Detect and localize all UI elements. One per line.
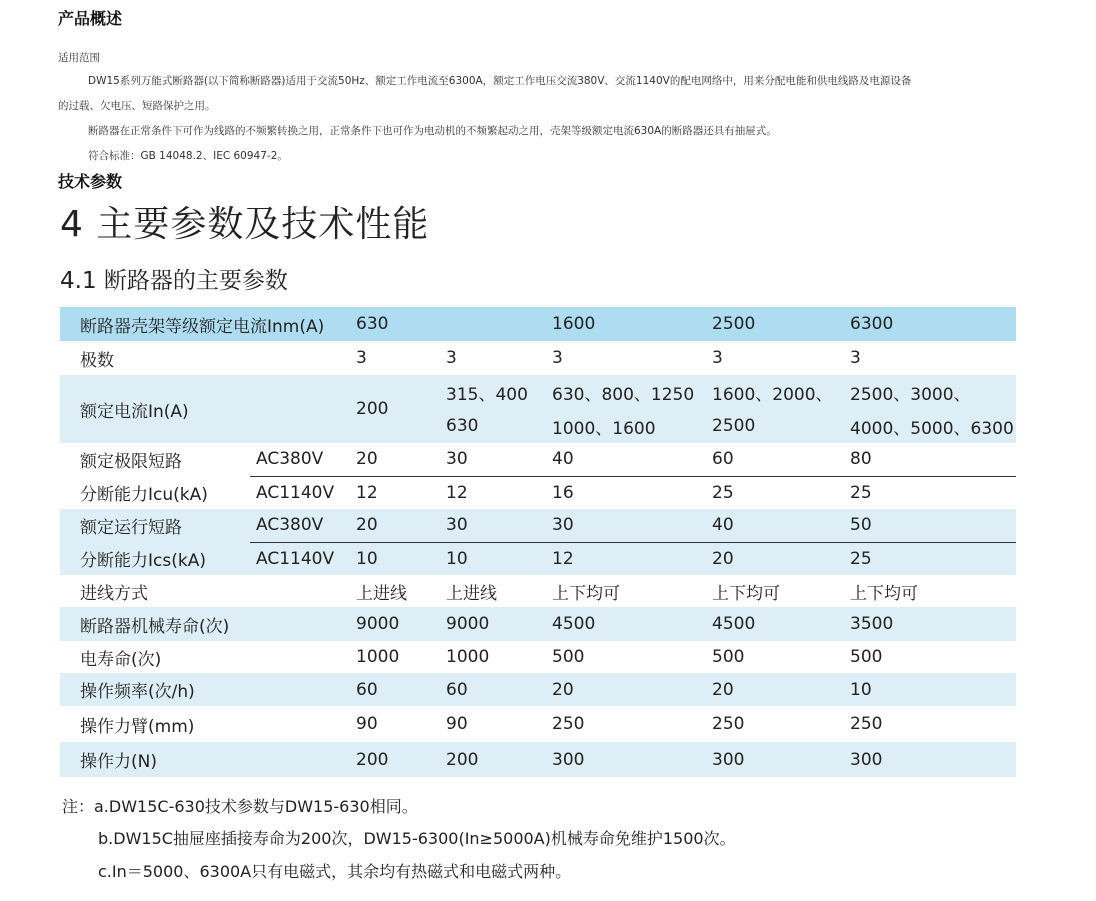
table-cell: 4500 <box>706 607 844 641</box>
op-freq-row <box>60 673 1016 706</box>
mech-life-row <box>60 607 1016 641</box>
table-cell: 3 <box>356 348 367 368</box>
table-cell: 12 <box>356 482 378 503</box>
mech-life-label: 断路器机械寿命(次) <box>60 607 350 641</box>
table-cell: 200 <box>350 742 440 777</box>
table-cell: 20 <box>706 542 844 575</box>
table-cell: 1600、2000、 <box>706 375 844 409</box>
frame-current-label: 断路器壳架等级额定电流Inm(A) <box>60 307 350 341</box>
standards-text: 符合标准：GB 14048.2、IEC 60947-2。 <box>88 150 288 162</box>
table-cell: 12 <box>546 542 706 575</box>
arm-label: 操作力臂(mm) <box>80 716 195 737</box>
table-cell: 1000 <box>446 647 490 667</box>
table-cell: 上下均可 <box>850 583 919 604</box>
wiring-label: 进线方式 <box>80 583 148 604</box>
table-cell: 上进线 <box>446 583 497 604</box>
table-cell: 25 <box>844 542 1016 575</box>
note-a: 注：a.DW15C-630技术参数与DW15-630相同。 <box>62 797 418 816</box>
table-cell: 90 <box>356 714 378 734</box>
arm-row <box>60 706 1016 742</box>
table-cell: 500 <box>552 647 585 667</box>
table-cell: 30 <box>440 443 546 476</box>
table-cell: 200 <box>350 375 440 443</box>
table-cell: 20 <box>350 443 440 476</box>
table-cell: 25 <box>850 482 872 503</box>
voltage-ac380: AC380V <box>250 443 350 476</box>
icu-label-line-2: 分断能力Icu(kA) <box>80 485 208 505</box>
table-cell: 2500 <box>706 409 844 443</box>
voltage-ac1140: AC1140V <box>256 482 335 503</box>
force-label: 操作力(N) <box>60 742 350 777</box>
section-title: 4 主要参数及技术性能 <box>60 204 430 245</box>
rated-current-row <box>60 375 1016 409</box>
table-cell: 4500 <box>546 607 706 641</box>
overview-paragraph-1-line-2: 的过载、欠电压、短路保护之用。 <box>58 100 216 112</box>
table-cell: 20 <box>350 509 440 542</box>
table-cell: 3 <box>712 348 723 368</box>
table-cell: 3 <box>552 348 563 368</box>
rated-current-label: 额定电流In(A) <box>60 375 350 443</box>
table-cell: 90 <box>446 714 468 734</box>
table-cell: 250 <box>850 714 883 734</box>
poles-row <box>60 341 1016 375</box>
table-cell: 3 <box>850 348 861 368</box>
table-cell: 80 <box>844 443 1016 476</box>
ics-label-line-1: 额定运行短路 <box>60 509 250 542</box>
table-cell: 20 <box>706 673 844 706</box>
note-b: b.DW15C抽屉座插接寿命为200次，DW15-6300(In≥5000A)机械寿命免维护1500次。 <box>98 829 736 848</box>
tech-params-heading: 技术参数 <box>58 172 123 191</box>
table-cell: 4000、5000、6300 <box>844 409 1016 443</box>
elec-life-label: 电寿命(次) <box>80 649 162 670</box>
table-cell: 500 <box>712 647 745 667</box>
op-freq-label: 操作频率(次/h) <box>60 673 350 706</box>
frame-6300: 6300 <box>844 307 1016 341</box>
table-cell: 300 <box>844 742 1016 777</box>
icu-row-ac1140 <box>60 476 1016 509</box>
voltage-ac380: AC380V <box>250 509 350 542</box>
table-cell: 3500 <box>844 607 1016 641</box>
icu-label-line-1: 额定极限短路 <box>80 452 182 472</box>
table-cell: 25 <box>712 482 734 503</box>
table-cell: 10 <box>440 542 546 575</box>
voltage-ac1140: AC1140V <box>250 542 350 575</box>
table-cell: 630 <box>440 409 546 443</box>
ics-label-line-2: 分断能力Ics(kA) <box>60 542 250 575</box>
table-cell: 20 <box>546 673 706 706</box>
scope-label: 适用范围 <box>58 52 100 64</box>
icu-row-ac380 <box>60 443 1016 476</box>
table-cell: 500 <box>850 647 883 667</box>
overview-heading: 产品概述 <box>58 9 123 28</box>
table-cell: 16 <box>552 482 574 503</box>
table-cell: 40 <box>546 443 706 476</box>
table-cell: 250 <box>712 714 745 734</box>
table-cell: 10 <box>844 673 1016 706</box>
overview-paragraph-2: 断路器在正常条件下可作为线路的不频繁转换之用，正常条件下也可作为电动机的不频繁起动之用，壳架等级额定电流630A的断路器还具有抽屉式。 <box>88 125 777 137</box>
table-cell: 200 <box>440 742 546 777</box>
ics-row-ac1140 <box>60 542 1016 575</box>
table-cell: 9000 <box>440 607 546 641</box>
table-cell: 60 <box>440 673 546 706</box>
frame-1600: 1600 <box>546 307 706 341</box>
table-cell: 40 <box>706 509 844 542</box>
table-cell: 50 <box>844 509 1016 542</box>
frame-630: 630 <box>350 307 546 341</box>
table-cell: 250 <box>552 714 585 734</box>
table-cell: 9000 <box>350 607 440 641</box>
table-cell: 3 <box>446 348 457 368</box>
frame-2500: 2500 <box>706 307 844 341</box>
force-row <box>60 742 1016 777</box>
table-cell: 30 <box>546 509 706 542</box>
table-cell: 12 <box>446 482 468 503</box>
poles-label: 极数 <box>80 350 114 371</box>
table-cell: 60 <box>350 673 440 706</box>
table-cell: 300 <box>706 742 844 777</box>
table-cell: 300 <box>546 742 706 777</box>
table-cell: 上进线 <box>356 583 407 604</box>
table-cell: 上下均可 <box>552 583 621 604</box>
table-cell: 315、400 <box>440 375 546 409</box>
elec-life-row <box>60 641 1016 673</box>
table-cell: 1000 <box>356 647 400 667</box>
note-c: c.In＝5000、6300A只有电磁式，其余均有热磁式和电磁式两种。 <box>98 862 572 881</box>
wiring-row <box>60 575 1016 607</box>
table-cell: 2500、3000、 <box>844 375 1016 409</box>
ics-row-ac380 <box>60 509 1016 542</box>
subsection-title: 4.1 断路器的主要参数 <box>60 268 288 294</box>
table-cell: 30 <box>440 509 546 542</box>
table-cell: 630、800、1250 <box>546 375 706 409</box>
table-cell: 10 <box>350 542 440 575</box>
table-cell: 1000、1600 <box>546 409 706 443</box>
table-cell: 上下均可 <box>712 583 781 604</box>
overview-paragraph-1-line-1: DW15系列万能式断路器(以下简称断路器)适用于交流50Hz、额定工作电流至6300A，额定工作电压交流380V、交流1140V的配电网络中，用来分配电能和供电线路及电源设备 <box>88 75 912 87</box>
spec-table <box>60 307 1016 777</box>
table-cell: 60 <box>706 443 844 476</box>
frame-current-row <box>60 307 1016 341</box>
